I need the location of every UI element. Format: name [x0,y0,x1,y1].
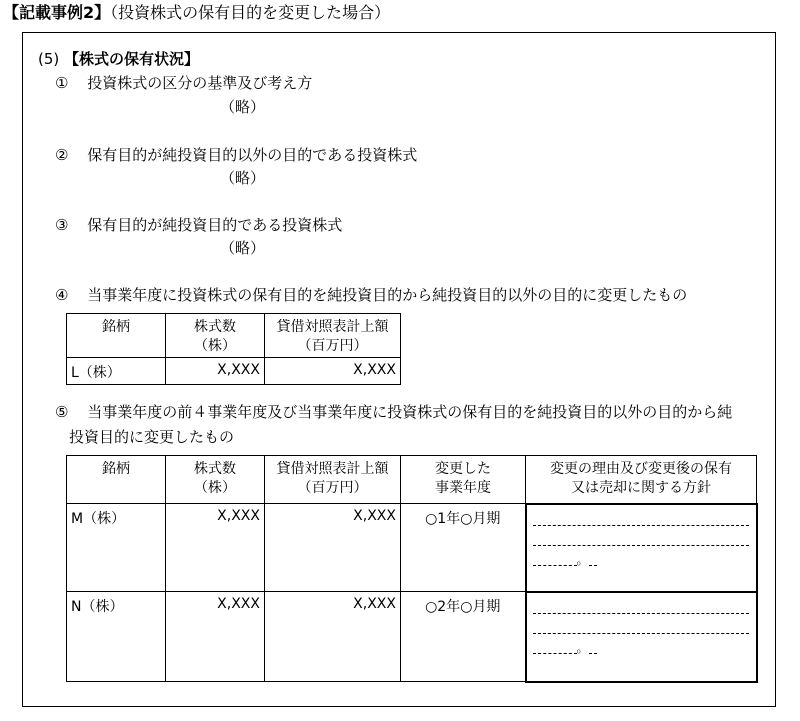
header-amount-line2: （百万円） [297,338,368,354]
item-3-note: （略） [220,239,266,257]
header-policy [526,456,757,504]
header-amount-line2: （百万円） [297,480,368,496]
header-policy-line2: 又は売却に関する方針 [571,480,711,496]
item-1 [55,76,312,91]
section-title: 【株式の保有状況】 [64,50,200,68]
table-row [67,358,401,385]
header-year-line1: 変更した [435,461,491,477]
example-subtitle: （投資株式の保有目的を変更した場合） [110,3,391,22]
header-year [401,456,526,504]
cell-amount: X,XXX [265,592,401,682]
cell-amount: X,XXX [265,358,401,385]
header-shares [166,314,265,358]
item-marker: ② [55,146,69,164]
header-shares-line2: （株） [194,338,236,354]
dashed-line [533,545,749,546]
header-shares-line1: 株式数 [194,461,236,477]
table-item-4 [66,313,401,385]
table-item-5 [66,455,758,683]
cell-shares: X,XXX [166,358,265,385]
dashed-line [589,653,597,654]
dashed-line [533,613,749,614]
cell-issue: M（株） [67,504,166,592]
header-amount-line1: 貸借対照表計上額 [276,319,389,335]
item-text: 投資株式の区分の基準及び考え方 [87,74,313,92]
item-marker: ① [55,74,69,92]
item-text-line1: 当事業年度の前４事業年度及び当事業年度に投資株式の保有目的を純投資目的以外の目的から純 [87,403,733,421]
item-5 [55,405,732,420]
document-title [3,5,390,21]
cell-year: ○2年○月期 [401,592,526,682]
section-heading [38,52,199,67]
item-2 [55,148,417,163]
item-text: 当事業年度に投資株式の保有目的を純投資目的から純投資目的以外の目的に変更したもの [87,286,688,304]
item-marker: ⑤ [55,403,69,421]
policy-period: 。 [576,640,589,655]
header-issue: 銘柄 [67,456,166,504]
cell-amount: X,XXX [265,504,401,592]
policy-period: 。 [576,552,589,567]
example-label: 【記載事例2】 [3,3,111,22]
cell-policy [526,592,757,682]
item-1-note: （略） [220,98,266,116]
item-text: 保有目的が純投資目的以外の目的である投資株式 [87,146,418,164]
cell-shares: X,XXX [166,592,265,682]
cell-shares: X,XXX [166,504,265,592]
dashed-line [589,565,597,566]
header-year-line2: 事業年度 [435,480,491,496]
cell-issue: L（株） [67,358,166,385]
item-5-text-line2: 投資目的に変更したもの [69,428,235,446]
item-4 [55,288,687,303]
header-amount [265,314,401,358]
item-2-note: （略） [220,169,266,187]
header-policy-line1: 変更の理由及び変更後の保有 [550,461,732,477]
cell-policy [526,504,757,592]
header-amount-line1: 貸借対照表計上額 [276,461,389,477]
header-shares-line2: （株） [194,480,236,496]
table-header-row [67,314,401,358]
dashed-line [533,653,577,654]
table-row [67,504,757,592]
dashed-line [533,525,749,526]
dashed-line [533,565,577,566]
item-marker: ③ [55,216,69,234]
header-shares-line1: 株式数 [194,319,236,335]
section-number: (5) [38,50,60,68]
header-issue: 銘柄 [67,314,166,358]
table-header-row [67,456,757,504]
table-row [67,592,757,682]
item-3 [55,218,342,233]
item-marker: ④ [55,286,69,304]
header-shares [166,456,265,504]
cell-year: ○1年○月期 [401,504,526,592]
item-text: 保有目的が純投資目的である投資株式 [87,216,343,234]
header-amount [265,456,401,504]
dashed-line [533,633,749,634]
cell-issue: N（株） [67,592,166,682]
